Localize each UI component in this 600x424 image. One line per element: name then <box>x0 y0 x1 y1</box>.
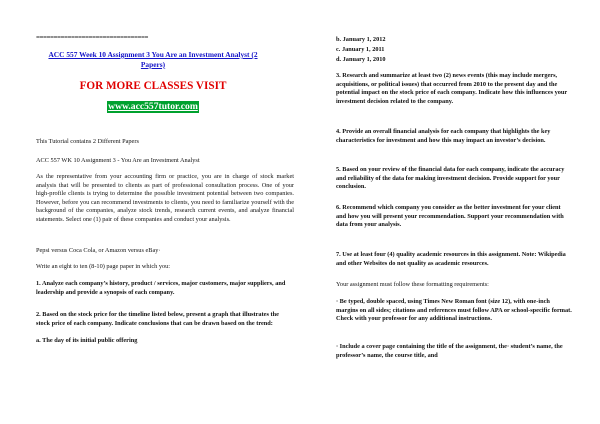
requirement-4: 4. Provide an overall financial analysis for each company that highlights the key characteristics for investment and how this may impact an investor’s decision. <box>336 128 551 144</box>
date-b: b. January 1, 2012 <box>336 36 386 43</box>
separator-line: ================================ <box>36 34 149 41</box>
requirement-3: 3. Research and summarize at least two (2) news events (this may include mergers, acquisitions, or political issues) that occurred from 2010 to the present day and the potential impact on the stock price of each company. Indicate how this influences your investment decision related to the company. <box>336 72 568 105</box>
requirement-6: 6. Recommend which company you consider as the better investment for your client and how you will present your recommendation. Support your recommendation with data from your analysis. <box>336 204 564 229</box>
company-pairs: Pepsi versus Coca Cola, or Amazon versus eBay· <box>36 247 161 254</box>
intro-paragraph: As the representative from your accounting firm or practice, you are in charge of stock market analysis that will be presented to clients as part of professional consultation process. One of your high-profile clients is trying to determine the possible investment potential between two companies. However, before you can recommend investments to clients, you need to familiarize yourself with the background of the companies, analyze stock trends, research current events, and analyze financial statements. Select one (1) pair of these companies and conduct your analysis. <box>36 173 294 223</box>
site-link[interactable]: www.acc557tutor.com <box>108 101 198 112</box>
promo-heading: FOR MORE CLASSES VISIT <box>79 80 227 92</box>
intro-line: This Tutorial contains 2 Different Papers <box>36 138 139 145</box>
requirement-2: 2. Based on the stock price for the timeline listed below, present a graph that illustrates the stock price of each company. Indicate conclusions that can be drawn based on the trend: <box>36 311 279 327</box>
requirement-5: 5. Based on your review of the financial data for each company, indicate the accuracy and reliability of the data for making investment decision. Provide support for your conclusion. <box>336 166 565 191</box>
requirement-7: 7. Use at least four (4) quality academic resources in this assignment. Note: Wikipedia and other Websites do not quality as academic resources. <box>336 251 566 267</box>
date-d: d. January 1, 2010 <box>336 56 386 63</box>
requirement-1: 1. Analyze each company’s history, product / services, major customers, major suppliers, and leadership and provide a synopsis of each company. <box>36 280 286 296</box>
format-bullet-1: · Be typed, double spaced, using Times New Roman font (size 12), with one-inch margins on all sides; citations and references must follow APA or school-specific format. Check with your professor for any additional instructions. <box>336 298 572 323</box>
format-bullet-2: · Include a cover page containing the title of the assignment, the· student’s name, the professor’s name, the course title, and <box>336 343 563 359</box>
paper-instruction: Write an eight to ten (8-10) page paper in which you: <box>36 263 171 270</box>
requirement-2a: a. The day of its initial public offering <box>36 337 138 344</box>
date-c: c. January 1, 2011 <box>336 46 385 53</box>
assignment-heading: ACC 557 WK 10 Assignment 3 - You Are an Investment Analyst <box>36 157 200 164</box>
format-intro: Your assignment must follow these formatting requirements: <box>336 281 489 288</box>
site-link-wrapper <box>36 96 270 114</box>
document-title[interactable]: ACC 557 Week 10 Assignment 3 You Are an Investment Analyst (2 Papers) <box>48 50 258 69</box>
